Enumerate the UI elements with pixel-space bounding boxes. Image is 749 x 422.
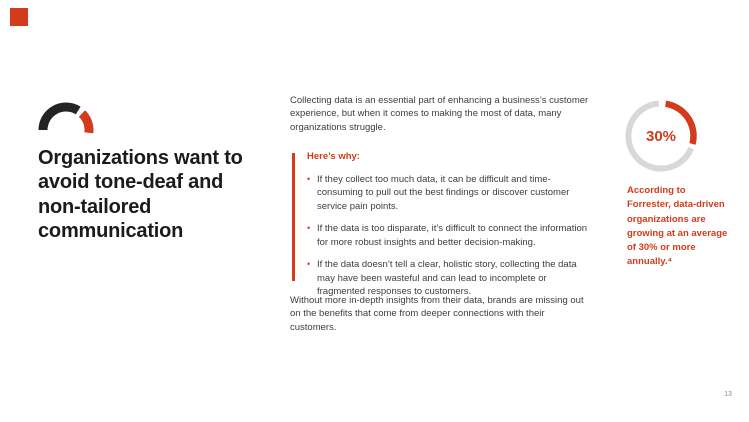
slide-title: Organizations want to avoid tone-deaf and non-tailored communication <box>38 147 243 243</box>
gauge-arc-icon <box>34 94 98 146</box>
list-item <box>307 258 592 298</box>
list-item <box>307 222 592 249</box>
stat-donut-chart <box>622 97 700 175</box>
page-number: 13 <box>724 391 732 398</box>
bullet-dot-icon: • <box>307 259 311 270</box>
reasons-list <box>307 173 592 299</box>
bullet-text: If the data is too disparate, it’s difficult to connect the information for more robust insights and better decision-making. <box>317 223 588 248</box>
bullet-dot-icon: • <box>307 174 311 184</box>
closing-paragraph: Without more in-depth insights from their data, brands are missing out on the benefits that come from deeper connections with their customers. <box>290 295 584 333</box>
accent-vertical-rule <box>292 153 295 281</box>
bullet-text: If the data doesn’t tell a clear, holistic story, collecting the data may have been wasteful and can lead to incomplete or fragmented responses to customers. <box>317 259 577 298</box>
stat-caption: According to Forrester, data-driven organizations are growing at an average of 30% or more annually.⁴ <box>627 185 728 268</box>
bullet-dot-icon: • <box>307 223 311 234</box>
reasons-section <box>292 151 592 308</box>
reasons-content <box>307 151 592 308</box>
list-item <box>307 173 592 213</box>
reasons-heading: Here’s why: <box>307 151 360 162</box>
intro-paragraph: Collecting data is an essential part of enhancing a business’s customer experience, but when it comes to making the most of data, many organizations struggle. <box>290 95 589 133</box>
stat-value: 30% <box>645 127 677 145</box>
brand-square-logo <box>10 8 28 26</box>
bullet-text: If they collect too much data, it can be difficult and time-consuming to pull out the best findings or discover customer service pain points. <box>317 174 570 212</box>
